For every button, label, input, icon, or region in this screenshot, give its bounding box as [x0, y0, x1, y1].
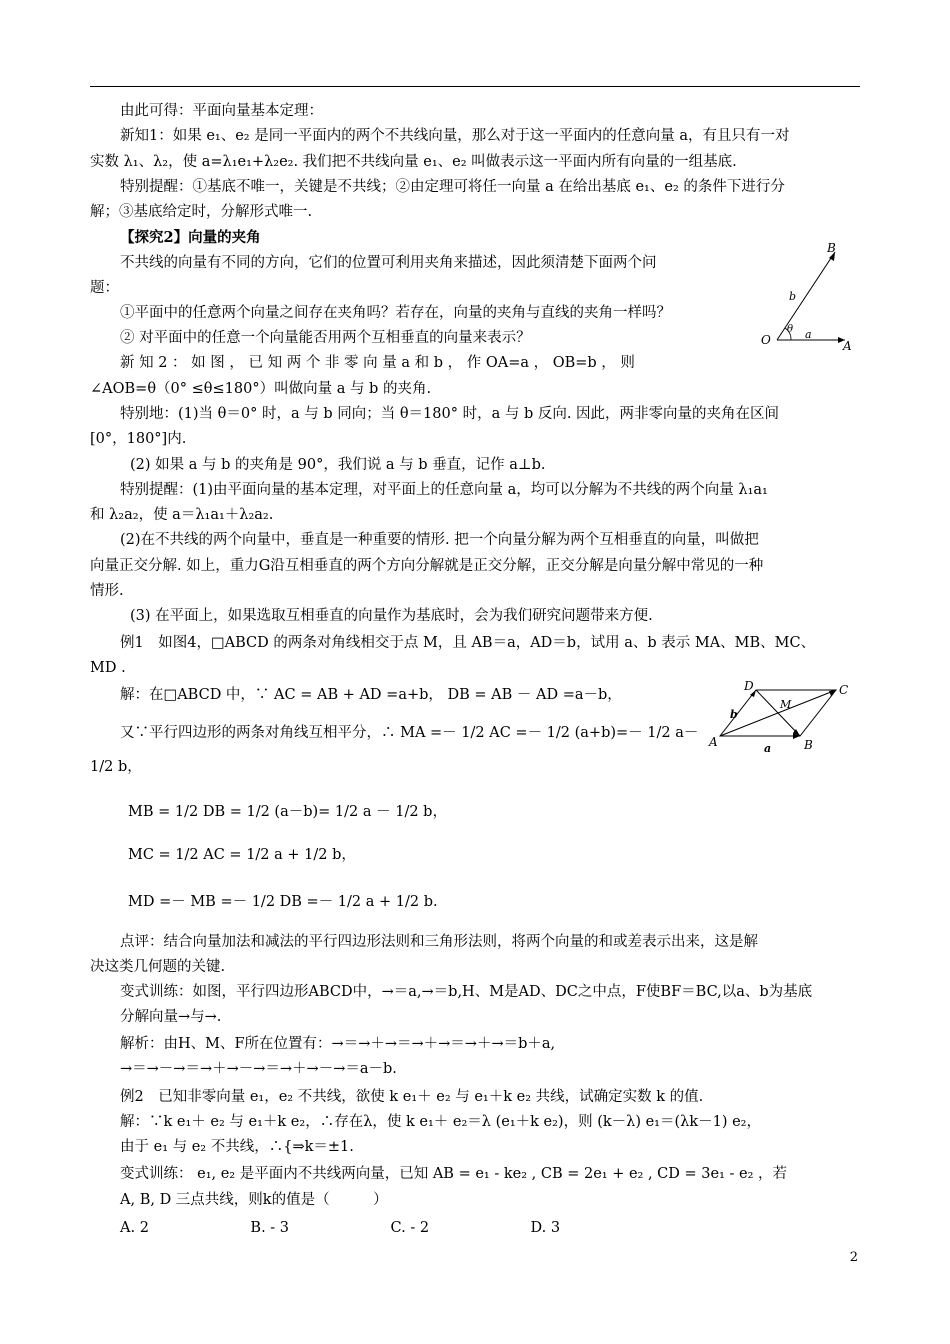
vector-ob [777, 252, 835, 340]
label-theta: θ [787, 324, 794, 335]
text-line: 解；③基底给定时，分解形式唯一. [90, 204, 313, 220]
text-line: 决这类几何题的关键. [90, 959, 226, 975]
label-vec-b: b [730, 708, 738, 721]
text-line: (2)在不共线的两个向量中，垂直是一种重要的情形. 把一个向量分解为两个互相垂直的向量，叫做把 [120, 532, 759, 548]
solution-line: 解：在□ABCD 中，∵ AC = AB + AD =a+b， DB = AB － AD =a－b， [120, 687, 622, 703]
angle-figure [755, 240, 860, 355]
text-line: 实数 λ₁、λ₂，使 a=λ₁e₁+λ₂e₂. 我们把不共线向量 e₁、e₂ 叫做表示这一平面内所有向量的一组基底. [90, 154, 737, 170]
exercise-line: 变式训练： e₁, e₂ 是平面内不共线两向量，已知 AB = e₁ - ke₂ , CB = 2e₁ + e₂ , CD = 3e₁ - e₂ ，若 [120, 1166, 787, 1182]
text-line: ①平面中的任意两个向量之间存在夹角吗？若存在，向量的夹角与直线的夹角一样吗？ [120, 305, 671, 321]
text-line: 分解向量→与→. [120, 1009, 222, 1025]
label-a: A [843, 339, 852, 353]
section-heading: 【探究2】向量的夹角 [120, 229, 261, 246]
label-vec-a: a [764, 742, 772, 755]
exercise-line: A, B, D 三点共线，则k的值是（ ） [120, 1192, 388, 1208]
label-o: O [761, 333, 771, 347]
text-line: 情形. [90, 583, 124, 599]
text-line: 题： [90, 280, 119, 296]
text-line: 新 知 2 ： 如 图 ， 已 知 两 个 非 零 向 量 a 和 b ， 作 OA=a ， OB=b ， 则 [120, 355, 635, 371]
label-a-vertex: A [709, 735, 718, 749]
analysis-line: 解析：由H、M、F所在位置有：→＝→＋→＝→＋→＝→＋→＝b＋a, [120, 1036, 556, 1052]
exercise-line: 变式训练：如图，平行四边形ABCD中，→＝a,→＝b,H、M是AD、DC之中点，F使BF＝BC,以a、b为基底 [120, 984, 813, 1000]
solution-line: 又∵平行四边形的两条对角线互相平分，∴ MA =－ 1/2 AC =－ 1/2 (a+b)=－ 1/2 a－ [120, 725, 699, 741]
text-line: [0°，180°]内. [90, 431, 187, 447]
label-vec-b: b [789, 290, 797, 303]
formula-line: MB = 1/2 DB = 1/2 (a－b)= 1/2 a － 1/2 b， [128, 804, 447, 820]
label-b: B [827, 241, 836, 255]
formula-line: MD =－ MB =－ 1/2 DB =－ 1/2 a + 1/2 b. [128, 894, 438, 910]
solution-line: 1/2 b， [90, 759, 142, 775]
label-m: M [780, 698, 792, 711]
text-line: 由此可得：平面向量基本定理： [120, 103, 323, 119]
page-number: 2 [849, 1250, 858, 1265]
solution-line: 由于 e₁ 与 e₂ 不共线，∴{⇒k＝±1. [120, 1139, 354, 1155]
label-b-vertex: B [804, 738, 813, 752]
text-line: 向量正交分解. 如上，重力G沿互相垂直的两个方向分解就是正交分解，正交分解是向量分解中常见的一种 [90, 558, 764, 574]
text-line: MD . [90, 660, 126, 676]
analysis-line: →＝→－→＝→＋→－→＝→＋→－→＝a－b. [120, 1061, 397, 1077]
text-line: ∠AOB=θ（0° ≤θ≤180°）叫做向量 a 与 b 的夹角. [90, 381, 432, 397]
text-line: 特别地：(1)当 θ＝0° 时，a 与 b 同向；当 θ＝180° 时，a 与 b 反向. 因此，两非零向量的夹角在区间 [120, 406, 780, 422]
label-c-vertex: C [839, 683, 849, 697]
example-line: 例2 已知非零向量 e₁，e₂ 不共线，欲使 k e₁＋ e₂ 与 e₁＋k e₂ 共线，试确定实数 k 的值. [120, 1089, 704, 1105]
label-d-vertex: D [744, 679, 754, 693]
formula-line: MC = 1/2 AC = 1/2 a + 1/2 b， [128, 847, 356, 863]
text-line: 和 λ₂a₂，使 a＝λ₁a₁＋λ₂a₂. [90, 507, 274, 523]
text-line: (2) 如果 a 与 b 的夹角是 90°，我们说 a 与 b 垂直，记作 a⊥b. [130, 457, 546, 473]
text-line: 不共线的向量有不同的方向，它们的位置可利用夹角来描述，因此须清楚下面两个问 [120, 255, 657, 271]
text-line: (3) 在平面上，如果选取互相垂直的向量作为基底时，会为我们研究问题带来方便. [130, 608, 653, 624]
text-line: ② 对平面中的任意一个向量能否用两个互相垂直的向量来表示？ [120, 330, 531, 346]
text-line: 特别提醒：①基底不唯一，关键是不共线；②由定理可将任一向量 a 在给出基底 e₁、e₂ 的条件下进行分 [120, 179, 785, 195]
comment-line: 点评：结合向量加法和减法的平行四边形法则和三角形法则，将两个向量的和或差表示出来，这是解 [120, 934, 758, 950]
diagonal-db [756, 690, 800, 736]
header-rule [90, 86, 860, 87]
example-line: 例1 如图4，□ABCD 的两条对角线相交于点 M，且 AB＝a，AD＝b，试用 a、b 表示 MA、MB、MC、 [120, 635, 816, 651]
parallelogram-figure [706, 678, 856, 758]
label-vec-a: a [805, 328, 812, 341]
answer-choices: A. 2 B. - 3 C. - 2 D. 3 [120, 1220, 561, 1236]
text-line: 特别提醒：(1)由平面向量的基本定理，对平面上的任意向量 a，均可以分解为不共线的两个向量 λ₁a₁ [120, 482, 768, 498]
text-line: 新知1：如果 e₁、e₂ 是同一平面内的两个不共线向量，那么对于这一平面内的任意向量 a，有且只有一对 [120, 128, 790, 144]
solution-line: 解：∵k e₁＋ e₂ 与 e₁＋k e₂，∴存在λ，使 k e₁＋ e₂＝λ (e₁＋k e₂)，则 (k－λ) e₁＝(λk－1) e₂， [120, 1114, 761, 1130]
